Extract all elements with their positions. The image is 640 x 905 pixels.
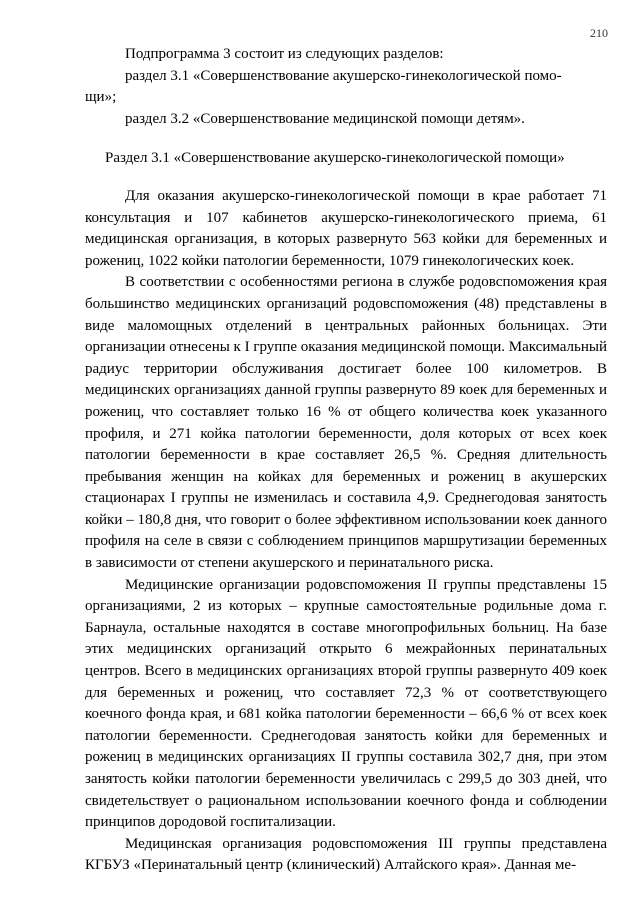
subprogram-intro [85, 44, 607, 130]
paragraph-1: Для оказания акушерско-гинекологической помощи в крае работает 71 консультация и 107 кабинетов акушерско-гинекологического приема, 61 медицинская организация, в которых развернуто 563 койки для беременных и рожениц, 1022 койки патологии беременности, 1079 гинекологических коек. [85, 187, 607, 269]
intro-item-3-2: раздел 3.2 «Совершенствование медицинской помощи детям». [125, 110, 525, 127]
section-title: Раздел 3.1 «Совершенствование акушерско-гинекологической помощи» [105, 150, 565, 167]
intro-lead: Подпрограмма 3 состоит из следующих разделов: [125, 46, 444, 62]
page-number: 210 [590, 26, 608, 40]
intro-item-3-1-line2: щи»; [85, 89, 117, 106]
paragraph-3: Медицинские организации родовспоможения II группы представлены 15 организациями, 2 из которых – крупные самостоятельные родильные дома г. Барнаула, остальные находятся в составе многопрофильных больниц. На базе этих медицинских организаций открыто 6 межрайонных перинатальных центров. Всего в медицинских организациях второй группы развернуто 409 коек для беременных и рожениц, что составляет 72,3 % от соответствующего коечного фонда края, и 681 койка патологии беременности – 66,6 % от всех коек патологии беременности. Среднегодовая занятость койки для беременных и рожениц в медицинских организациях II группы составила 302,7 дня, при этом занятость койки патологии беременности увеличилась с 299,5 до 303 дней, что свидетельствует о рациональном использовании коечного фонда и соблюдении принципов дородовой госпитализации. [85, 576, 607, 831]
intro-item-3-1-line1: раздел 3.1 «Совершенствование акушерско-гинекологической помо- [125, 67, 562, 84]
paragraph-2: В соответствии с особенностями региона в службе родовспоможения края большинство медицинских организаций родовспоможения (48) представлены в виде маломощных отделений в центральных районных больницах. Эти организации отнесены к I группе оказания медицинской помощи. Максимальный радиус территории обслуживания достигает более 100 километров. В медицинских организациях данной группы развернуто 89 коек для беременных и рожениц, что составляет только 16 % от общего количества коек указанного профиля, и 271 койка патологии беременности, доля которых от всех коек патологии беременности в крае составляет 26,5 %. Средняя длительность пребывания женщин на койках для беременных и рожениц в акушерских стационарах I группы не изменилась и составила 4,9. Среднегодовая занятость койки – 180,8 дня, что говорит о более эффективном использовании коек данного профиля на селе в связи с соблюдением принципов маршрутизации беременных в зависимости от степени акушерского и перинатального риска. [85, 274, 607, 572]
document-body [85, 44, 607, 877]
paragraph-4: Медицинская организация родовспоможения III группы представлена КГБУЗ «Перинатальный центр (клинический) Алтайского края». Данная ме- [85, 835, 607, 874]
